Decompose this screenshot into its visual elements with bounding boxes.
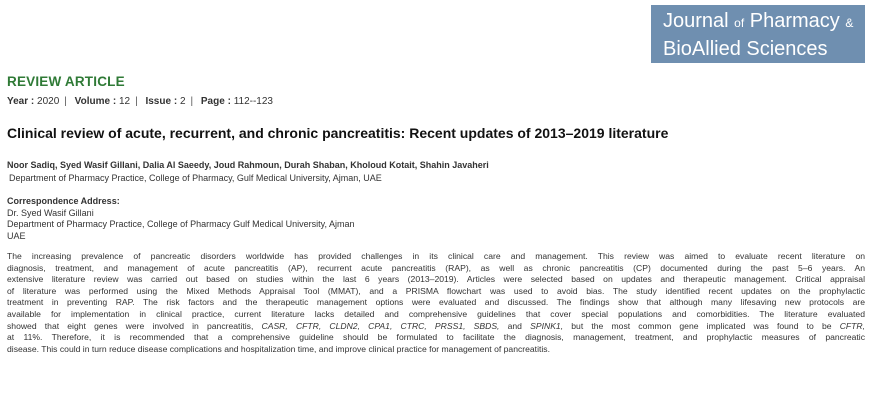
abstract-line: disease. This could in turn reduce disease complications and hospitalization time, and improve clinical practice for management of pancreatitis.: [7, 343, 550, 354]
correspondence-block: [7, 196, 354, 242]
abstract-gene-line: showed that eight genes were involved in pancreatitis, CASR, CFTR, CLDN2, CPA1, CTRC, PRSS1, SBDS, and SPINK1, but the most common gene implicated was found to be CFTR,: [7, 320, 865, 331]
abstract-line: at 11%. Therefore, it is recommended that a comprehensive guideline should be formulated to facilitate the diagnosis, management, treatment, and prophylactic measures of pancreatic: [7, 332, 865, 343]
abstract-line: available for implementation in clinical practice, current literature lacks detailed and comprehensive guidelines that cover special populations and comorbidities. The literature evaluated: [7, 308, 865, 319]
correspondence-name: Dr. Syed Wasif Gillani: [7, 207, 94, 218]
abstract-line: of literature was performed using the Mixed Methods Appraisal Tool (MMAT), and a PRISMA flowchart was used to avoid bias. The study identified recent updates on the prophylactic: [7, 285, 865, 296]
logo-line-1: Journal of Pharmacy &: [663, 10, 854, 32]
logo-line-2: BioAllied Sciences: [663, 38, 828, 60]
abstract-line: extensive literature review was carried out based on studies within the last 6 years (2013–2019). Articles were selected based on updates and therapeutic management. Critical appraisal: [7, 274, 865, 285]
abstract: [7, 251, 865, 355]
journal-logo: [651, 5, 865, 63]
article-type: REVIEW ARTICLE: [7, 74, 125, 89]
correspondence-heading: Correspondence Address:: [7, 196, 120, 206]
article-title: Clinical review of acute, recurrent, and chronic pancreatitis: Recent updates of 2013–2019 literature: [7, 125, 669, 141]
abstract-line: treatment in preventing RAP. The risk factors and the therapeutic management options were evaluated and discussed. The findings show that although many lifesaving new protocols are: [7, 297, 865, 308]
abstract-line: diagnosis, treatment, and management of acute pancreatitis (AP), recurrent acute pancreatitis (RAP), as well as chronic pancreatitis (CP) documented during the past 5–6 years. An: [7, 262, 865, 273]
article-meta: Year : 2020 | Volume : 12 | Issue : 2 | Page : 112--123: [7, 96, 273, 107]
author-list: Noor Sadiq, Syed Wasif Gillani, Dalia Al Saeedy, Joud Rahmoun, Durah Shaban, Kholoud Kotait, Shahin Javaheri: [7, 160, 489, 170]
affiliation: Department of Pharmacy Practice, College of Pharmacy, Gulf Medical University, Ajman, UAE: [9, 173, 382, 183]
correspondence-address: Department of Pharmacy Practice, College of Pharmacy Gulf Medical University, Ajman: [7, 219, 355, 229]
abstract-line: The increasing prevalence of pancreatic disorders worldwide has provided challenges in its clinical care and management. This review was aimed to evaluate recent literature on: [7, 251, 865, 261]
correspondence-country: UAE: [7, 230, 26, 241]
